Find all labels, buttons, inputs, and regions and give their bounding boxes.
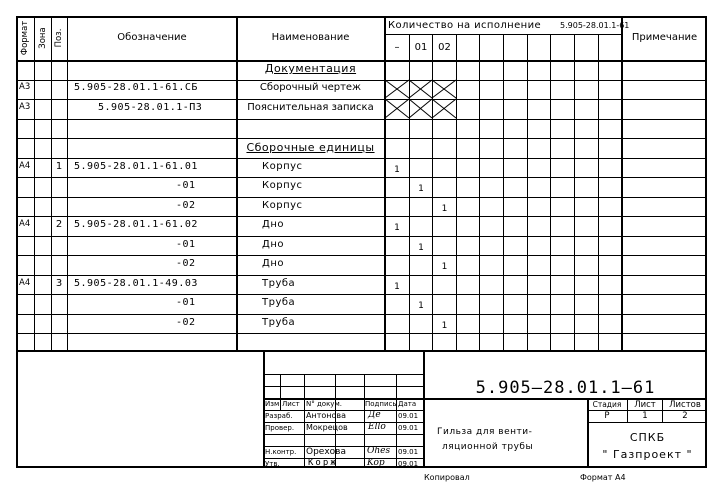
col-line [456,34,457,350]
row-name: Корпус [262,200,303,211]
stamp-sheets: 2 [682,411,688,421]
qty-sub-line [384,34,621,35]
row-line [16,216,707,217]
stamp-signature: Ohes [367,446,391,456]
row-name: Труба [262,297,296,308]
section-assemblies: Сборочные единицы [246,141,375,154]
row-line [16,236,707,237]
col-line [51,16,52,350]
stamp-signature: Kop [367,458,385,468]
row-qty: 1 [418,243,424,253]
stamp-stage-label: Стадия [592,400,622,409]
row-qty: 1 [441,204,448,214]
row-line [16,80,707,81]
row-line [16,138,707,139]
header-name: Наименование [271,32,350,43]
stamp-org: СПКБ [629,431,666,444]
header-variant: – [394,42,400,53]
row-line [16,197,707,198]
stamp-line [263,434,423,435]
stamp-line [263,386,423,387]
row-line [16,99,707,100]
header-quantity-code: 5.905-28.01.1-61 [560,21,630,30]
stamp-code: 5.905–28.01.1–61 [475,378,656,398]
row-qty: 1 [394,165,400,175]
stamp-col-label: Дата [398,400,417,408]
stamp-col-label: Изм. [265,400,282,408]
stamp-title-line2: ляционной трубы [442,442,534,452]
row-line [16,333,707,334]
stamp-date: 09.01 [398,460,419,468]
row-line [16,158,707,159]
row-designation: 5.905-28.01.1-61.01 [74,161,198,172]
row-pos: 1 [55,161,63,172]
stamp-col-label: Подпись [365,400,397,408]
stamp-line [263,458,423,459]
doc-row-name: Сборочный чертеж [259,82,362,93]
row-line [16,314,707,315]
stamp-stage: Р [604,411,610,421]
table-bottom-line [16,350,707,352]
row-name: Труба [262,317,296,328]
row-designation: -02 [176,317,196,328]
col-line [34,16,35,350]
header-note: Примечание [631,32,698,43]
stamp-role: Н.контр. [265,448,297,456]
stamp-person: Орехова [306,447,346,457]
stamp-person: Корж [308,458,338,468]
stamp-date: 09.01 [398,448,419,456]
stamp-col [396,374,397,468]
doc-row-format: А3 [19,102,31,112]
row-designation: 5.905-28.01.1-61.02 [74,219,198,230]
stamp-title-line1: Гильза для венти- [437,427,533,437]
row-format: А4 [19,161,31,171]
col-line [527,34,528,350]
row-line [16,294,707,295]
row-name: Корпус [262,180,303,191]
footer-format: Формат А4 [580,473,626,482]
stamp-org-name: " Газпроект " [602,448,693,461]
stamp-sheets-label: Листов [669,400,701,410]
header-bottom-line [16,60,707,62]
row-designation: -02 [176,200,196,211]
header-pos: Поз. [54,28,64,48]
col-line [574,34,575,350]
row-qty: 1 [418,301,424,311]
row-format: А4 [19,278,31,288]
stamp-role: Утв. [265,460,280,468]
row-name: Труба [262,278,296,289]
row-designation: -01 [176,239,196,250]
row-designation: -01 [176,297,196,308]
stamp-col [304,374,305,468]
row-line [16,275,707,276]
col-line [598,34,599,350]
col-line [479,34,480,350]
stamp-sheet-label: Лист [634,400,656,410]
stamp-role: Разраб. [265,412,293,420]
col-line [67,16,68,350]
doc-cross-marks [384,79,456,119]
row-line [16,255,707,256]
stamp-role: Провер. [265,424,295,432]
stamp-col-label: Лист [282,400,300,408]
stamp-line [587,422,707,423]
stamp-person: Мокрецов [306,423,348,432]
stamp-col [423,350,425,468]
row-qty: 1 [441,321,448,331]
doc-row-designation: 5.905-28.01.1-ПЗ [98,102,203,113]
header-variant: 02 [438,42,451,53]
row-designation: 5.905-28.01.1-49.03 [74,278,198,289]
footer-copied: Копировал [424,473,470,482]
header-format: Формат [20,20,30,56]
section-docs: Документация [264,62,357,75]
stamp-date: 09.01 [398,412,419,420]
row-pos: 3 [55,278,63,289]
header-designation: Обозначение [117,32,187,43]
stamp-date: 09.01 [398,424,419,432]
stamp-col-label: N° докум. [306,400,342,408]
row-line [16,119,707,120]
row-pos: 2 [55,219,63,230]
stamp-line [263,374,423,375]
row-line [16,177,707,178]
doc-row-format: А3 [19,82,31,92]
row-format: А4 [19,219,31,229]
row-name: Дно [262,258,284,269]
row-designation: -02 [176,258,196,269]
header-zone: Зона [38,27,48,49]
col-line [503,34,504,350]
header-quantity: Количество на исполнение [388,20,542,31]
col-line [550,34,551,350]
row-name: Дно [262,239,284,250]
doc-row-name: Пояснительная записка [247,102,374,113]
stamp-sheet: 1 [642,411,648,421]
stamp-signature: Ello [368,422,386,432]
col-line [384,16,386,350]
row-qty: 1 [418,184,424,194]
col-line [621,16,623,350]
stamp-person: Антонова [306,411,346,420]
stamp-col [364,374,365,468]
doc-row-designation: 5.905-28.01.1-61.СБ [74,82,198,93]
row-qty: 1 [394,282,400,292]
header-variant: 01 [414,42,428,53]
row-name: Дно [262,219,284,230]
row-name: Корпус [262,161,303,172]
row-qty: 1 [441,262,448,272]
row-qty: 1 [394,223,400,233]
stamp-signature: Дe [368,410,381,420]
row-designation: -01 [176,180,196,191]
